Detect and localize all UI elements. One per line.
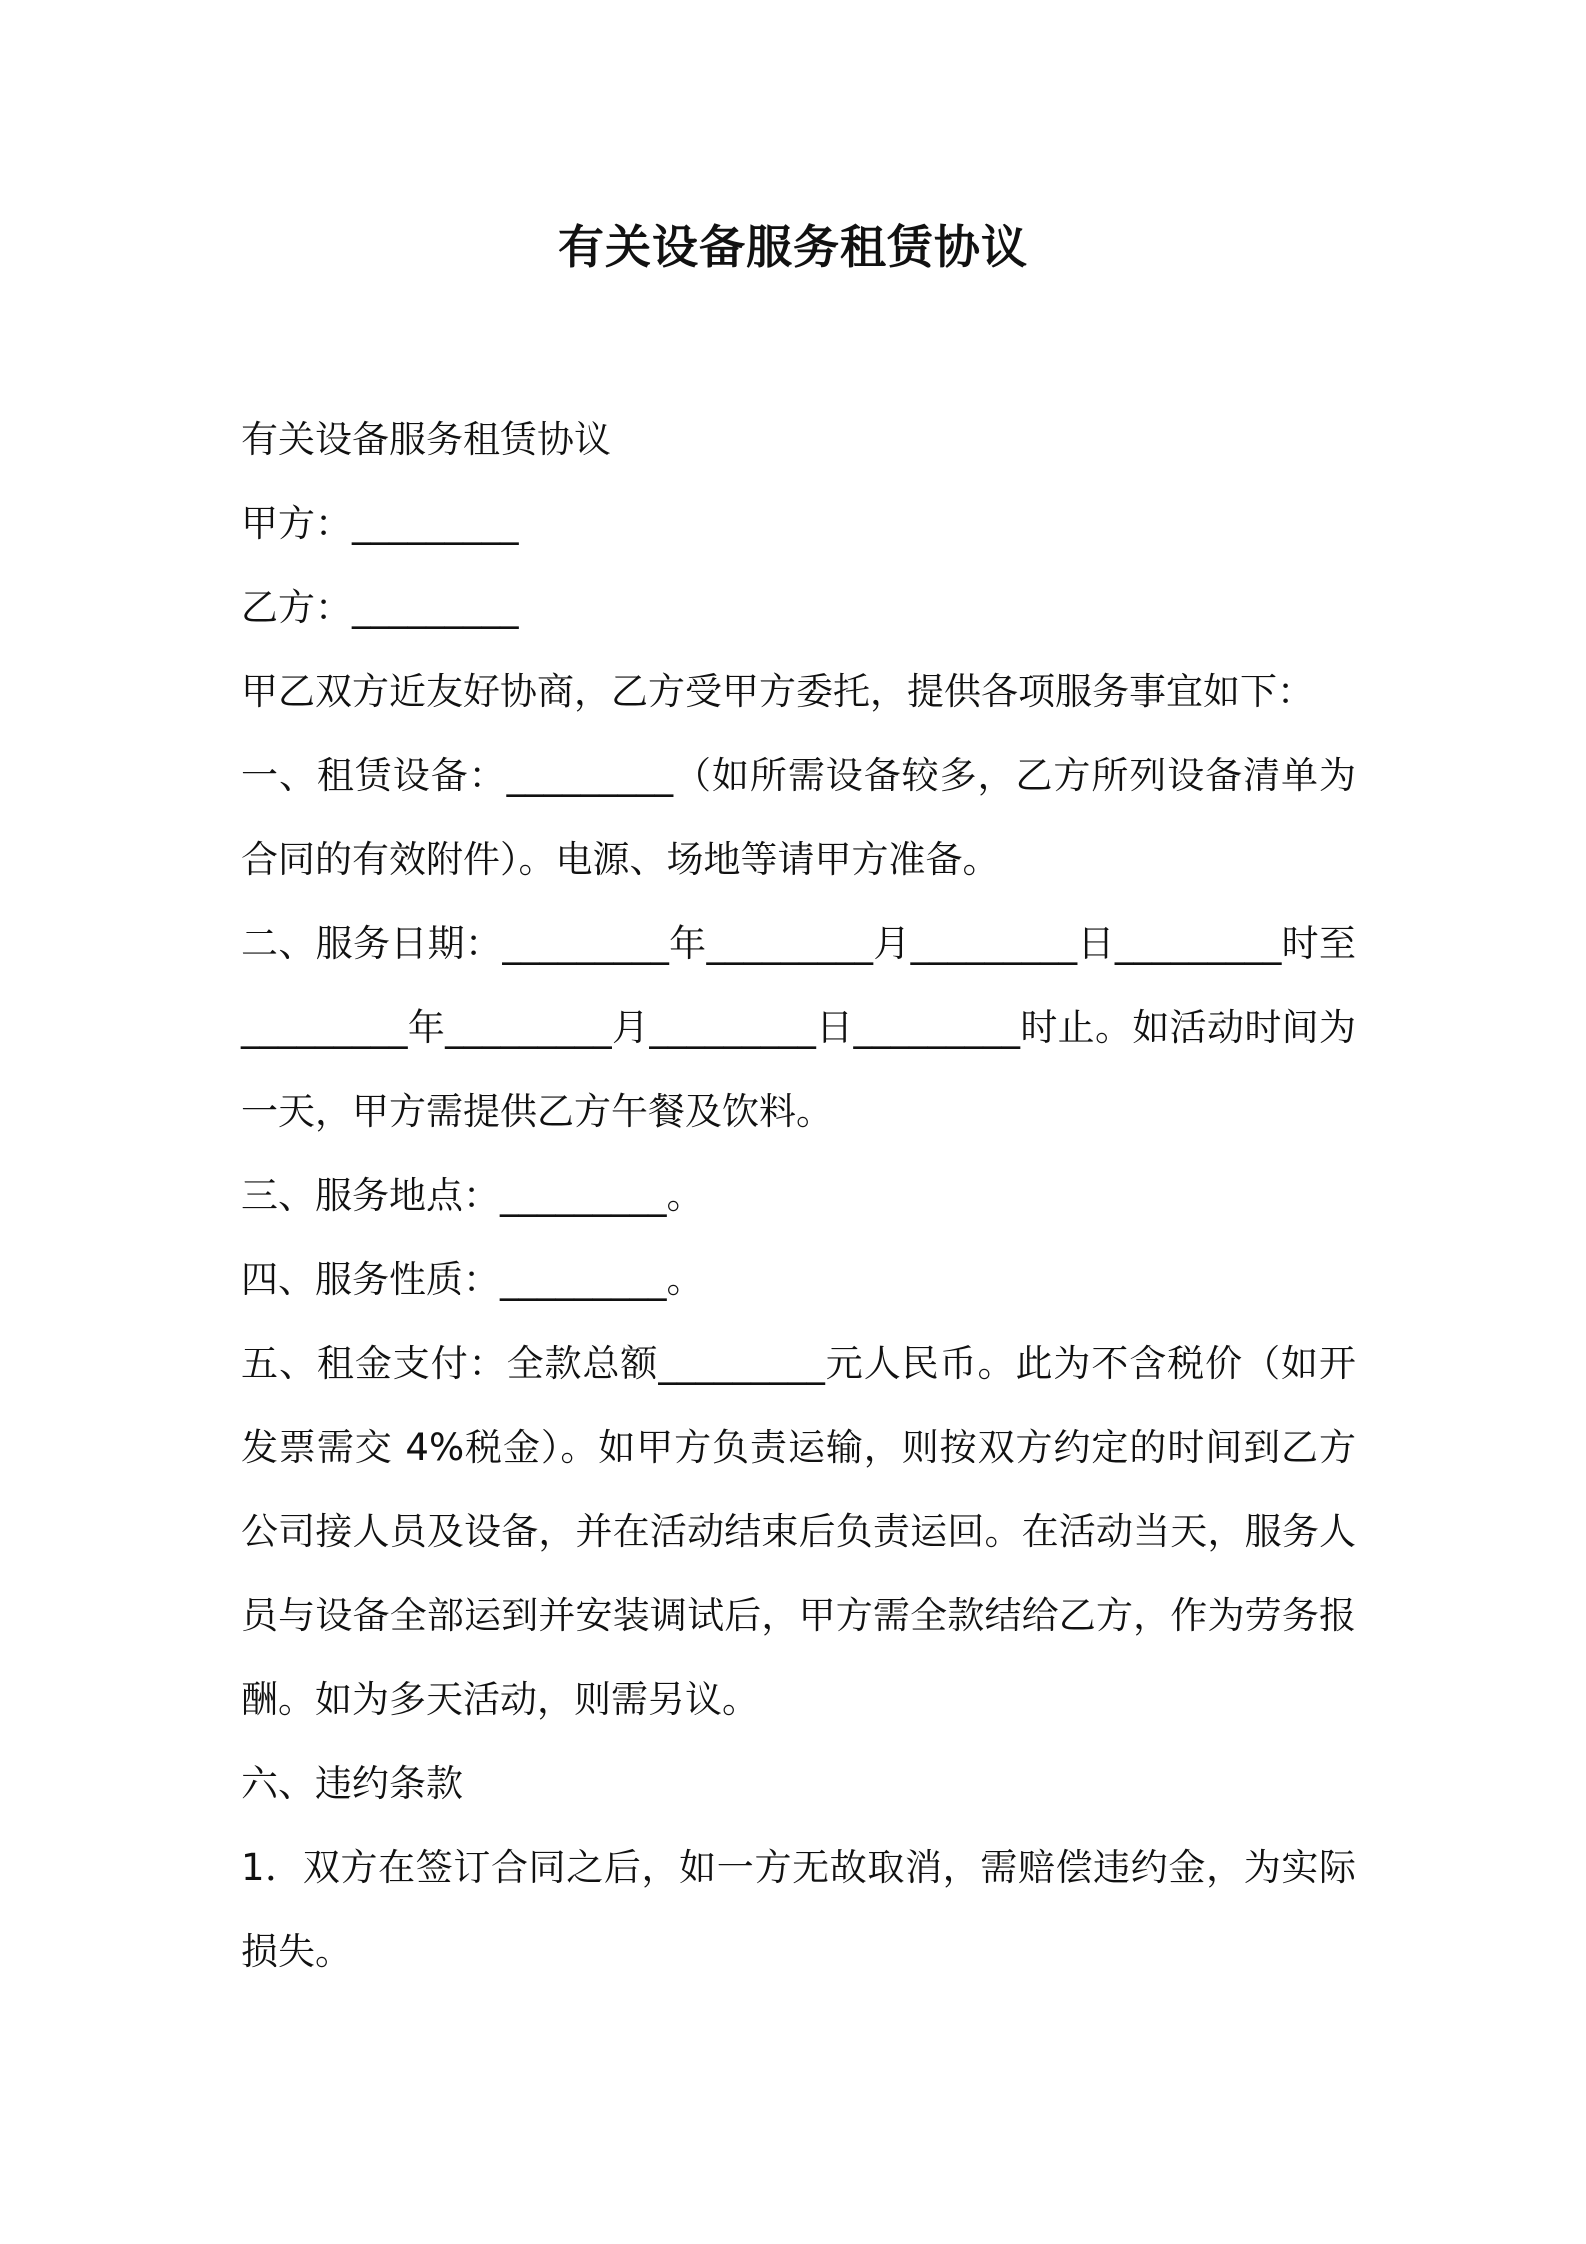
paragraph-clause-2-service-date: 二、服务日期：_________年_________月_________日_________时至_________年_________月_________日_________时止。如活动时间为一天，甲方需提供乙方午餐及饮料。: [241, 922, 1356, 1133]
paragraph-clause-1-equipment: 一、租赁设备：_________（如所需设备较多，乙方所列设备清单为合同的有效附件）。电源、场地等请甲方准备。: [241, 754, 1356, 881]
paragraph-clause-3-location: 三、服务地点：_________。: [241, 1174, 704, 1217]
paragraph-preamble: 甲乙双方近友好协商，乙方受甲方委托，提供各项服务事宜如下：: [241, 670, 1314, 713]
paragraph-heading: 有关设备服务租赁协议: [241, 418, 611, 461]
paragraph-party-b: 乙方：_________: [241, 586, 519, 629]
document-title: 有关设备服务租赁协议: [558, 220, 1028, 274]
paragraph-clause-6-item-1: 1．双方在签订合同之后，如一方无故取消，需赔偿违约金，为实际损失。: [241, 1846, 1356, 1973]
paragraph-party-a: 甲方：_________: [241, 502, 519, 545]
paragraph-clause-6-breach: 六、违约条款: [241, 1762, 463, 1805]
document-body: [241, 398, 1356, 1994]
paragraph-clause-4-nature: 四、服务性质：_________。: [241, 1258, 704, 1301]
paragraph-clause-5-payment: 五、租金支付：全款总额_________元人民币。此为不含税价（如开发票需交 4%税金）。如甲方负责运输，则按双方约定的时间到乙方公司接人员及设备，并在活动结束后负责运回。在活动当天，服务人员与设备全部运到并安装调试后，甲方需全款结给乙方，作为劳务报酬。如为多天活动，则需另议。: [241, 1342, 1356, 1721]
